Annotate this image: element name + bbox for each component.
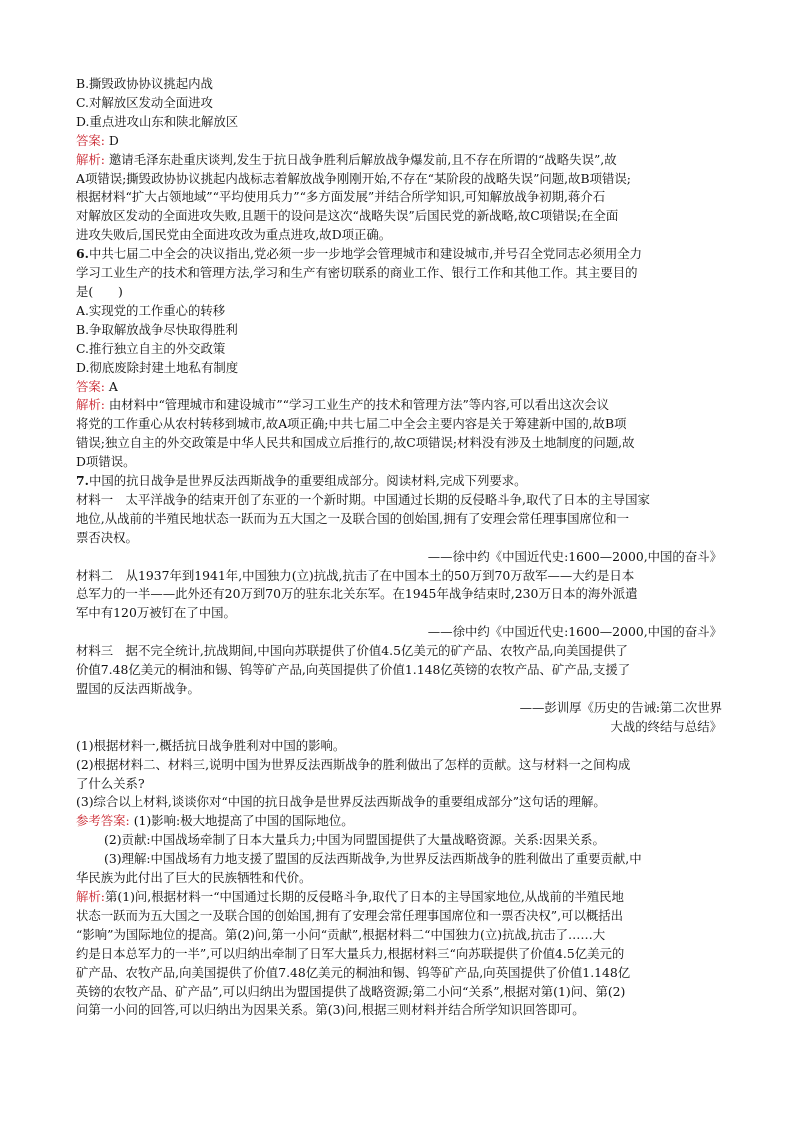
option-d: D.彻底废除封建土地私有制度 xyxy=(76,359,239,375)
reference-answer: 参考答案: (1)影响:极大地提高了中国的国际地位。 xyxy=(76,813,354,829)
question-stem: 7.中国的抗日战争是世界反法西斯战争的重要组成部分。阅读材料,完成下列要求。 xyxy=(76,473,527,489)
analysis-line: 进攻失败后,国民党由全面进攻改为重点进攻,故D项正确。 xyxy=(76,227,392,243)
answer-value: D xyxy=(104,132,119,148)
material-3: 盟国的反法西斯战争。 xyxy=(76,681,200,696)
option-b: B.争取解放战争尽快取得胜利 xyxy=(76,321,238,337)
question-6 xyxy=(76,245,722,472)
analysis-line: 约是日本总军力的一半”,可以归纳出牵制了日军大量兵力,根据材料三“向苏联提供了价值4.5亿美元的 xyxy=(76,945,625,961)
question-stem: 6.中共七届二中全会的决议指出,党必须一步一步地学会管理城市和建设城市,并号召全党同志必须用全力 xyxy=(76,246,643,262)
question-stem: 是( ) xyxy=(76,283,123,299)
analysis-line: 状态一跃而为五大国之一及联合国的创始国,拥有了安理会常任理事国席位和一票否决权”,可以概括出 xyxy=(76,907,624,923)
sub-question: (1)根据材料一,概括抗日战争胜利对中国的影响。 xyxy=(76,737,346,753)
analysis-label: 解析: xyxy=(76,397,105,413)
material-2: 总军力的一半——此外还有20万到70万的驻东北关东军。在1945年战争结束时,230万日本的海外派遣 xyxy=(76,586,638,602)
analysis-line: 对解放区发动的全面进攻失败,且题干的设问是这次“战略失误”后国民党的新战略,故C项错误;在全面 xyxy=(76,208,619,224)
question-5 xyxy=(76,75,722,245)
answer-label: 答案: xyxy=(76,378,105,394)
option-c: C.推行独立自主的外交政策 xyxy=(76,340,226,356)
analysis-line: D项错误。 xyxy=(76,454,136,470)
material-source: ——徐中约《中国近代史:1600—2000,中国的奋斗》 xyxy=(427,624,722,640)
question-7 xyxy=(76,472,722,1020)
answer-label: 答案: xyxy=(76,132,105,148)
material-1: 票否决权。 xyxy=(76,529,138,545)
material-2: 军中有120万被钉在了中国。 xyxy=(76,605,236,621)
option-c: C.对解放区发动全面进攻 xyxy=(76,94,213,110)
reference-answer: 华民族为此付出了巨大的民族牺牲和代价。 xyxy=(76,870,312,886)
analysis-line: 解析:第(1)问,根据材料一“中国通过长期的反侵略斗争,取代了日本的主导国家地位,从战前的半殖民地 xyxy=(76,888,624,904)
material-2: 材料二 从1937年到1941年,中国独力(立)抗战,抗击了在中国本土的50万到70万敌军——大约是日本 xyxy=(76,567,635,583)
analysis-line: “影响”为国际地位的提高。第(2)问,第一小问“贡献”,根据材料二“中国独力(立)抗战,抗击了……大 xyxy=(76,926,606,942)
sub-question: (2)根据材料二、材料三,说明中国为世界反法西斯战争的胜利做出了怎样的贡献。这与材料一之间构成 xyxy=(76,756,631,772)
answer-line xyxy=(76,132,722,151)
analysis-line: 解析: 由材料中“管理城市和建设城市”“学习工业生产的技术和管理方法”等内容,可以看出这次会议 xyxy=(76,397,610,413)
question-number: 6. xyxy=(76,246,89,262)
reference-label: 参考答案: xyxy=(76,813,130,829)
reference-answer: (3)理解:中国战场有力地支援了盟国的反法西斯战争,为世界反法西斯战争的胜利做出了重要贡献,中 xyxy=(104,851,642,867)
analysis-line: A项错误;撕毁政协协议挑起内战标志着解放战争刚刚开始,不存在“某阶段的战略失误”问题,故B项错误; xyxy=(76,170,631,186)
material-source: ——彭训厚《历史的告诫:第二次世界 xyxy=(519,699,722,715)
analysis-line: 将党的工作重心从农村转移到城市,故A项正确;中共七届二中全会主要内容是关于筹建新中国的,故B项 xyxy=(76,416,627,432)
option-b: B.撕毁政协协议挑起内战 xyxy=(76,76,213,91)
answer-value: A xyxy=(104,378,118,394)
sub-question: 了什么关系? xyxy=(76,775,145,791)
analysis-line: 英镑的农牧产品、矿产品”,可以归纳出为盟国提供了战略资源;第二小问“关系”,根据对第(1)问、第(2) xyxy=(76,983,626,999)
document-page xyxy=(76,75,722,1020)
reference-answer: (2)贡献:中国战场牵制了日本大量兵力;中国为同盟国提供了大量战略资源。关系:因果关系。 xyxy=(104,832,605,848)
material-source: ——徐中约《中国近代史:1600—2000,中国的奋斗》 xyxy=(427,548,722,564)
question-number: 7. xyxy=(76,473,89,489)
analysis-label: 解析: xyxy=(76,888,105,904)
answer-line xyxy=(76,378,722,397)
question-stem: 学习工业生产的技术和管理方法,学习和生产有密切联系的商业工作、银行工作和其他工作。其主要目的 xyxy=(76,265,638,281)
analysis-label: 解析: xyxy=(76,151,105,167)
option-d: D.重点进攻山东和陕北解放区 xyxy=(76,113,239,129)
material-1: 材料一 太平洋战争的结束开创了东亚的一个新时期。中国通过长期的反侵略斗争,取代了日本的主导国家 xyxy=(76,491,650,507)
material-source: 大战的终结与总结》 xyxy=(610,718,722,734)
analysis-line: 问第一小问的回答,可以归纳出为因果关系。第(3)问,根据三则材料并结合所学知识回答即可。 xyxy=(76,1002,585,1018)
analysis-line: 错误;独立自主的外交政策是中华人民共和国成立后推行的,故C项错误;材料没有涉及土地制度的问题,故 xyxy=(76,435,635,451)
analysis-line: 根据材料“扩大占领地域”“平均使用兵力”“多方面发展”并结合所学知识,可知解放战争初期,蒋介石 xyxy=(76,189,606,205)
analysis-line: 矿产品、农牧产品,向美国提供了价值7.48亿美元的桐油和锡、钨等矿产品,向英国提供了价值1.148亿 xyxy=(76,964,631,980)
analysis-line: 解析: 邀请毛泽东赴重庆谈判,发生于抗日战争胜利后解放战争爆发前,且不存在所谓的“战略失误”,故 xyxy=(76,151,617,167)
option-a: A.实现党的工作重心的转移 xyxy=(76,302,226,318)
sub-question: (3)综合以上材料,谈谈你对“中国的抗日战争是世界反法西斯战争的重要组成部分”这句话的理解。 xyxy=(76,794,606,810)
material-3: 价值7.48亿美元的桐油和锡、钨等矿产品,向英国提供了价值1.148亿英镑的农牧产品、矿产品,支援了 xyxy=(76,662,631,678)
material-3: 材料三 据不完全统计,抗战期间,中国向苏联提供了价值4.5亿美元的矿产品、农牧产品,向美国提供了 xyxy=(76,643,628,659)
material-1: 地位,从战前的半殖民地状态一跃而为五大国之一及联合国的创始国,拥有了安理会常任理事国席位和一 xyxy=(76,510,630,526)
